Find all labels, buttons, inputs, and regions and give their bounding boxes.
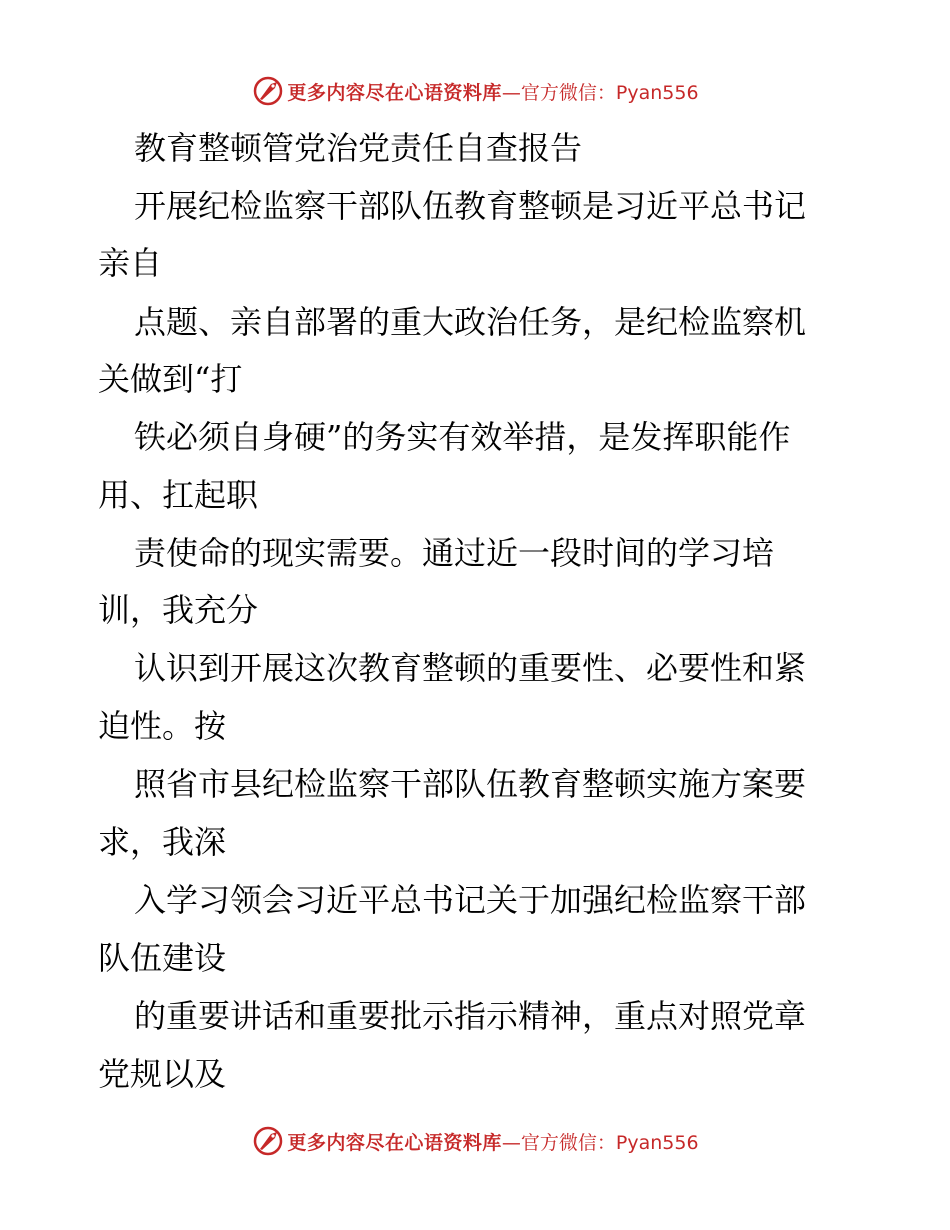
paragraph-line: 求，我深 [98, 823, 227, 861]
paragraph-line: 关做到“打 [98, 360, 243, 398]
paragraph-line: 开展纪检监察干部队伍教育整顿是习近平总书记 [134, 187, 807, 225]
paragraph-line: 亲自 [98, 244, 163, 282]
paragraph-line: 入学习领会习近平总书记关于加强纪检监察干部 [134, 881, 807, 919]
paragraph-line: 队伍建设 [98, 939, 227, 977]
paragraph-line: 铁必须自身硬”的务实有效举措，是发挥职能作 [134, 418, 791, 456]
paragraph-line: 用、扛起职 [98, 476, 259, 514]
header-wechat-text: —官方微信：Pyan556 [501, 81, 699, 104]
header-banner [0, 74, 950, 108]
paragraph-line: 点题、亲自部署的重大政治任务，是纪检监察机 [134, 303, 807, 341]
paragraph-line: 训，我充分 [98, 591, 259, 629]
paragraph-line: 照省市县纪检监察干部队伍教育整顿实施方案要 [134, 765, 807, 803]
paragraph-line: 认识到开展这次教育整顿的重要性、必要性和紧 [134, 649, 807, 687]
footer-wechat-text: —官方微信：Pyan556 [501, 1131, 699, 1154]
pen-nib-logo-icon [251, 1124, 285, 1158]
paragraph-line: 党规以及 [98, 1055, 227, 1093]
footer-banner [0, 1124, 950, 1158]
footer-brand-text: 更多内容尽在心语资料库 [287, 1131, 502, 1154]
pen-nib-logo-icon [251, 74, 285, 108]
paragraph-line: 责使命的现实需要。通过近一段时间的学习培 [134, 534, 775, 572]
paragraph-line: 的重要讲话和重要批示指示精神，重点对照党章 [134, 997, 807, 1035]
paragraph-line: 迫性。按 [98, 707, 227, 745]
document-title: 教育整顿管党治党责任自查报告 [134, 129, 583, 167]
header-brand-text: 更多内容尽在心语资料库 [287, 81, 502, 104]
